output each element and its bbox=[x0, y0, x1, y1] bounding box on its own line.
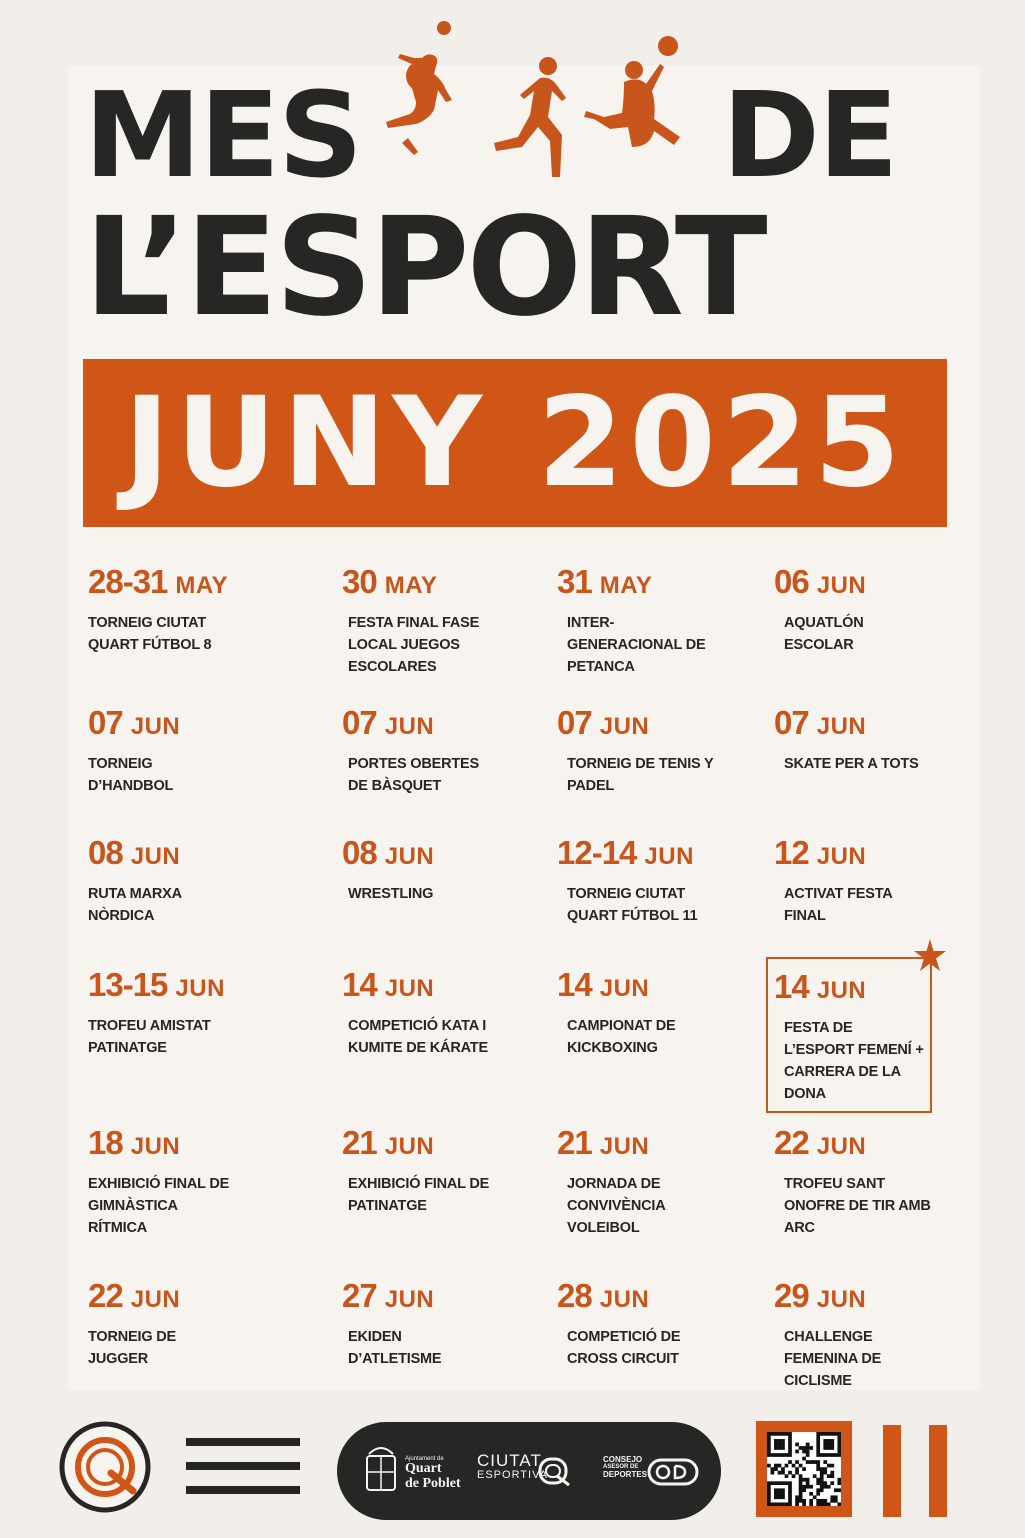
star-icon bbox=[912, 938, 948, 974]
event-date bbox=[557, 968, 767, 1001]
event-month: JUN bbox=[384, 975, 435, 1002]
event-item bbox=[88, 1279, 298, 1370]
event-month: JUN bbox=[130, 1286, 181, 1313]
event-date bbox=[557, 706, 767, 739]
event-date bbox=[557, 565, 767, 598]
event-month: JUN bbox=[644, 843, 694, 870]
event-date bbox=[88, 1126, 298, 1159]
event-month: JUN bbox=[599, 975, 650, 1002]
event-month: JUN bbox=[384, 843, 435, 870]
event-day: 28 bbox=[557, 1277, 592, 1314]
ciutat-label: CIUTAT bbox=[477, 1451, 542, 1470]
event-item bbox=[342, 706, 552, 797]
event-item bbox=[88, 1126, 298, 1239]
event-description: TORNEIG CIUTAT QUART FÚTBOL 11 bbox=[567, 886, 698, 924]
pause-bar-left bbox=[883, 1425, 901, 1517]
event-description: PORTES OBERTES DE BÀSQUET bbox=[348, 756, 479, 794]
event-day: 28-31 bbox=[88, 563, 168, 600]
event-description: TORNEIG DE TENIS Y PADEL bbox=[567, 756, 714, 794]
qr-frame[interactable] bbox=[756, 1421, 852, 1517]
qr-code-icon[interactable] bbox=[767, 1432, 841, 1506]
event-day: 07 bbox=[342, 704, 377, 741]
event-item bbox=[342, 836, 552, 905]
event-day: 12-14 bbox=[557, 834, 637, 871]
event-month: JUN bbox=[599, 713, 650, 740]
event-item bbox=[774, 836, 984, 927]
event-day: 22 bbox=[88, 1277, 123, 1314]
event-date bbox=[88, 1279, 298, 1312]
event-item bbox=[774, 970, 984, 1105]
event-item bbox=[342, 565, 552, 678]
event-month: MAY bbox=[384, 572, 438, 599]
pause-bar-right bbox=[929, 1425, 947, 1517]
event-date bbox=[774, 836, 984, 869]
event-description: COMPETICIÓ KATA I KUMITE DE KÁRATE bbox=[348, 1018, 488, 1056]
athletes-silhouettes-icon bbox=[372, 18, 712, 193]
event-month: JUN bbox=[816, 1286, 867, 1313]
sponsors-bar bbox=[337, 1422, 721, 1520]
event-description: COMPETICIÓ DE CROSS CIRCUIT bbox=[567, 1329, 681, 1367]
event-month: JUN bbox=[130, 1133, 181, 1160]
event-date bbox=[774, 1279, 984, 1312]
event-month: JUN bbox=[816, 843, 867, 870]
event-month: JUN bbox=[816, 977, 867, 1004]
event-date bbox=[774, 706, 984, 739]
event-day: 14 bbox=[342, 966, 377, 1003]
event-date bbox=[557, 1126, 767, 1159]
event-month: MAY bbox=[599, 572, 653, 599]
event-day: 06 bbox=[774, 563, 809, 600]
ciutat-esportiva-logo-icon bbox=[537, 1456, 573, 1488]
title-mes: MES bbox=[84, 66, 362, 204]
volleyball-icon bbox=[437, 21, 451, 35]
event-day: 07 bbox=[557, 704, 592, 741]
event-description: EKIDEN D’ATLETISME bbox=[348, 1329, 442, 1367]
event-day: 13-15 bbox=[88, 966, 168, 1003]
event-item bbox=[342, 968, 552, 1059]
event-month: JUN bbox=[384, 1286, 435, 1313]
event-day: 29 bbox=[774, 1277, 809, 1314]
event-item bbox=[557, 836, 767, 927]
event-month: JUN bbox=[384, 713, 435, 740]
event-date bbox=[88, 706, 298, 739]
event-date bbox=[342, 968, 552, 1001]
event-day: 12 bbox=[774, 834, 809, 871]
event-description: CAMPIONAT DE KICKBOXING bbox=[567, 1018, 676, 1056]
event-day: 21 bbox=[342, 1124, 377, 1161]
basketball-icon bbox=[658, 36, 678, 56]
quart-q-logo-icon bbox=[59, 1421, 151, 1513]
event-item bbox=[88, 565, 298, 656]
event-description: RUTA MARXA NÒRDICA bbox=[88, 886, 182, 924]
event-day: 14 bbox=[557, 966, 592, 1003]
event-description: SKATE PER A TOTS bbox=[784, 756, 919, 772]
consejo-label: CONSEJO bbox=[603, 1455, 643, 1464]
event-day: 07 bbox=[88, 704, 123, 741]
event-month: JUN bbox=[130, 843, 181, 870]
ayto-small: Ajuntament de bbox=[405, 1456, 444, 1462]
event-day: 07 bbox=[774, 704, 809, 741]
event-description: FESTA DE L’ESPORT FEMENÍ + CARRERA DE LA DONA bbox=[784, 1020, 924, 1102]
event-day: 21 bbox=[557, 1124, 592, 1161]
event-description: TROFEU AMISTAT PATINATGE bbox=[88, 1018, 211, 1056]
event-month: MAY bbox=[175, 572, 229, 599]
event-date bbox=[88, 836, 298, 869]
event-month: JUN bbox=[816, 1133, 867, 1160]
event-item bbox=[774, 1126, 984, 1239]
event-description: ACTIVAT FESTA FINAL bbox=[784, 886, 893, 924]
event-item bbox=[774, 565, 984, 656]
event-item bbox=[774, 1279, 984, 1392]
event-description: INTER-GENERACIONAL DE PETANCA bbox=[567, 615, 706, 675]
title-de: DE bbox=[722, 66, 897, 204]
event-description: TORNEIG CIUTAT QUART FÚTBOL 8 bbox=[88, 615, 212, 653]
cad-logo-icon bbox=[647, 1458, 699, 1486]
event-month: JUN bbox=[384, 1133, 435, 1160]
event-date bbox=[557, 1279, 767, 1312]
event-description: EXHIBICIÓ FINAL DE PATINATGE bbox=[348, 1176, 490, 1214]
event-description: WRESTLING bbox=[348, 886, 434, 902]
event-item bbox=[88, 836, 298, 927]
event-date bbox=[88, 565, 298, 598]
event-item bbox=[557, 968, 767, 1059]
event-item bbox=[557, 1126, 767, 1239]
event-description: CHALLENGE FEMENINA DE CICLISME bbox=[784, 1329, 882, 1389]
event-day: 08 bbox=[88, 834, 123, 871]
asesor-label: ASESOR DE bbox=[603, 1464, 639, 1471]
event-day: 14 bbox=[774, 968, 809, 1005]
event-date bbox=[774, 970, 984, 1003]
event-item bbox=[88, 968, 298, 1059]
event-day: 08 bbox=[342, 834, 377, 871]
event-description: EXHIBICIÓ FINAL DE GIMNÀSTICA RÍTMICA bbox=[88, 1176, 230, 1236]
event-date bbox=[88, 968, 298, 1001]
ayto-name1: Quart bbox=[405, 1461, 442, 1477]
event-month: JUN bbox=[130, 713, 181, 740]
event-description: AQUATLÓN ESCOLAR bbox=[784, 615, 864, 653]
event-description: TROFEU SANT ONOFRE DE TIR AMB ARC bbox=[784, 1176, 931, 1236]
esportiva-label: ESPORTIVA bbox=[477, 1468, 548, 1481]
event-month: JUN bbox=[816, 572, 867, 599]
event-item bbox=[774, 706, 984, 775]
event-description: TORNEIG D’HANDBOL bbox=[88, 756, 174, 794]
event-date bbox=[342, 836, 552, 869]
event-day: 22 bbox=[774, 1124, 809, 1161]
title-lesport: L’ESPORT bbox=[84, 189, 765, 347]
event-description: FESTA FINAL FASE LOCAL JUEGOS ESCOLARES bbox=[348, 615, 480, 675]
event-item bbox=[342, 1126, 552, 1217]
menu-bars-icon bbox=[186, 1438, 300, 1510]
event-date bbox=[342, 1279, 552, 1312]
event-day: 30 bbox=[342, 563, 377, 600]
event-item bbox=[557, 1279, 767, 1370]
event-item bbox=[557, 706, 767, 797]
event-date bbox=[342, 565, 552, 598]
event-date bbox=[557, 836, 767, 869]
event-day: 18 bbox=[88, 1124, 123, 1161]
event-item bbox=[88, 706, 298, 797]
event-date bbox=[342, 706, 552, 739]
event-item bbox=[557, 565, 767, 678]
event-month: JUN bbox=[175, 975, 225, 1002]
month-banner bbox=[83, 359, 947, 527]
event-item bbox=[342, 1279, 552, 1370]
event-day: 27 bbox=[342, 1277, 377, 1314]
event-month: JUN bbox=[599, 1286, 650, 1313]
event-description: TORNEIG DE JUGGER bbox=[88, 1329, 176, 1367]
event-date bbox=[774, 565, 984, 598]
ayto-name2: de Poblet bbox=[405, 1475, 461, 1491]
event-day: 31 bbox=[557, 563, 592, 600]
banner-text: JUNY 2025 bbox=[123, 371, 907, 515]
event-date bbox=[774, 1126, 984, 1159]
event-month: JUN bbox=[599, 1133, 650, 1160]
coat-of-arms-icon bbox=[363, 1444, 399, 1500]
event-description: JORNADA DE CONVIVÈNCIA VOLEIBOL bbox=[567, 1176, 665, 1236]
event-date bbox=[342, 1126, 552, 1159]
deportes-label: DEPORTES bbox=[603, 1469, 648, 1479]
event-month: JUN bbox=[816, 713, 867, 740]
